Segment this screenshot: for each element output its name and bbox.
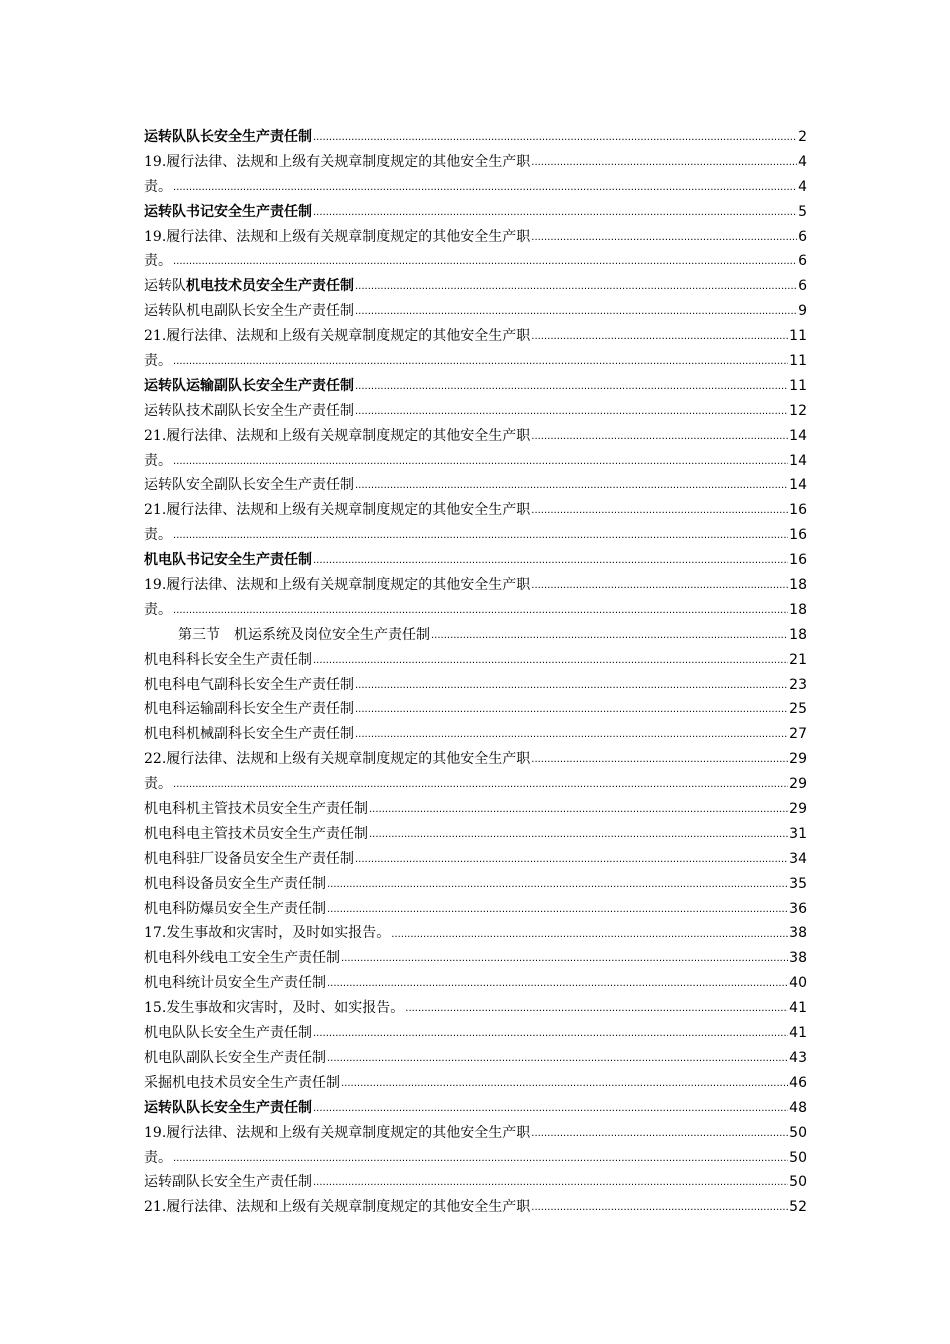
toc-entry[interactable] <box>144 1121 807 1146</box>
toc-entry-title: 责。 <box>144 353 172 369</box>
toc-entry-title: 21.履行法律、法规和上级有关规章制度规定的其他安全生产职 <box>144 328 531 345</box>
toc-page-number: 36 <box>789 900 807 917</box>
toc-entry[interactable] <box>144 249 807 274</box>
toc-page-number: 9 <box>798 303 807 320</box>
dot-leader <box>355 374 788 399</box>
dot-leader <box>173 449 788 474</box>
toc-entry-title: 机电科科长安全生产责任制 <box>144 651 312 668</box>
toc-page-number: 11 <box>789 353 807 369</box>
toc-entry-title: 19.履行法律、法规和上级有关规章制度规定的其他安全生产职 <box>144 1124 531 1141</box>
toc-page-number: 29 <box>789 751 807 768</box>
toc-page-number: 50 <box>789 1124 807 1141</box>
toc-page-number: 48 <box>789 1099 807 1116</box>
toc-entry-title: 运转队队长安全生产责任制 <box>144 1099 312 1116</box>
toc-entry-title: 机电科机械副科长安全生产责任制 <box>144 726 354 743</box>
dot-leader <box>531 1195 788 1220</box>
toc-page-number: 16 <box>789 527 807 544</box>
toc-page-number: 50 <box>789 1174 807 1191</box>
toc-page-number: 41 <box>789 1025 807 1042</box>
toc-entry[interactable] <box>144 200 807 225</box>
toc-entry-title: 责。 <box>144 776 172 793</box>
toc-entry[interactable] <box>144 125 807 150</box>
toc-entry[interactable] <box>144 772 807 797</box>
toc-entry-title: 机电科运输副科长安全生产责任制 <box>144 701 354 718</box>
toc-entry-title: 运转队运输副队长安全生产责任制 <box>144 377 354 394</box>
toc-page-number: 18 <box>789 577 807 594</box>
toc-page-number: 16 <box>789 552 807 569</box>
toc-entry[interactable] <box>144 225 807 250</box>
toc-entry[interactable] <box>144 897 807 922</box>
dot-leader <box>531 424 788 449</box>
toc-entry-title: 责。 <box>144 527 172 544</box>
dot-leader <box>173 772 788 797</box>
toc-entry-title: 机电队书记安全生产责任制 <box>144 552 312 569</box>
dot-leader <box>327 872 788 897</box>
toc-entry-title: 机电队副队长安全生产责任制 <box>144 1049 326 1066</box>
toc-page-number: 12 <box>789 402 807 419</box>
dot-leader <box>173 598 788 623</box>
toc-page-number: 11 <box>789 377 807 394</box>
toc-entry[interactable] <box>144 498 807 523</box>
toc-entry[interactable] <box>144 573 807 598</box>
toc-entry[interactable] <box>144 1195 807 1220</box>
toc-entry-title-bold: 机电技术员安全生产责任制 <box>186 278 354 295</box>
toc-entry-title: 运转队技术副队长安全生产责任制 <box>144 402 354 419</box>
toc-page-number: 23 <box>789 676 807 693</box>
toc-entry[interactable] <box>144 175 807 200</box>
toc-entry[interactable] <box>144 697 807 722</box>
toc-entry[interactable] <box>144 673 807 698</box>
toc-entry-title: 机电队队长安全生产责任制 <box>144 1025 312 1042</box>
toc-entry[interactable] <box>144 424 807 449</box>
toc-entry-title: 机电科机主管技术员安全生产责任制 <box>144 801 368 818</box>
toc-entry-title: 机电科设备员安全生产责任制 <box>144 875 326 892</box>
toc-entry[interactable] <box>144 274 807 299</box>
dot-leader <box>313 125 797 150</box>
table-of-contents <box>144 125 807 1220</box>
dot-leader <box>313 1170 788 1195</box>
toc-page-number: 31 <box>789 825 807 842</box>
dot-leader <box>173 249 797 274</box>
toc-page-number: 18 <box>789 626 807 643</box>
toc-entry[interactable] <box>144 1071 807 1096</box>
toc-page-number: 41 <box>789 1000 807 1017</box>
dot-leader <box>313 1021 788 1046</box>
toc-entry[interactable] <box>144 946 807 971</box>
dot-leader <box>173 1146 788 1171</box>
dot-leader <box>355 299 797 324</box>
toc-entry-title: 机电科驻厂设备员安全生产责任制 <box>144 850 354 867</box>
toc-page-number: 35 <box>789 875 807 892</box>
dot-leader <box>327 897 788 922</box>
dot-leader <box>355 697 788 722</box>
toc-page-number: 46 <box>789 1074 807 1091</box>
toc-entry-title: 21.履行法律、法规和上级有关规章制度规定的其他安全生产职 <box>144 502 531 519</box>
toc-entry-title: 15.发生事故和灾害时，及时、如实报告。 <box>144 1000 405 1017</box>
toc-entry-title: 机电科统计员安全生产责任制 <box>144 975 326 992</box>
toc-entry-title: 19.履行法律、法规和上级有关规章制度规定的其他安全生产职 <box>144 577 531 594</box>
dot-leader <box>327 1046 788 1071</box>
toc-page-number: 43 <box>789 1049 807 1066</box>
toc-entry-title: 19.履行法律、法规和上级有关规章制度规定的其他安全生产职 <box>144 153 531 170</box>
toc-entry[interactable] <box>144 1096 807 1121</box>
toc-page-number: 6 <box>798 253 807 270</box>
dot-leader <box>313 200 797 225</box>
dot-leader <box>173 523 788 548</box>
toc-page-number: 21 <box>789 651 807 668</box>
toc-page-number: 50 <box>789 1149 807 1166</box>
toc-entry-title: 21.履行法律、法规和上级有关规章制度规定的其他安全生产职 <box>144 1199 531 1216</box>
toc-entry-title-prefix: 运转队 <box>144 278 186 295</box>
dot-leader <box>173 175 797 200</box>
dot-leader <box>369 797 788 822</box>
toc-entry-title: 机电科电主管技术员安全生产责任制 <box>144 825 368 842</box>
toc-entry-title: 机电科防爆员安全生产责任制 <box>144 900 326 917</box>
toc-entry[interactable] <box>144 722 807 747</box>
dot-leader <box>531 225 797 250</box>
toc-entry-title: 责。 <box>144 253 172 270</box>
toc-entry-title: 机电科电气副科长安全生产责任制 <box>144 676 354 693</box>
dot-leader <box>341 946 788 971</box>
toc-entry[interactable] <box>144 1021 807 1046</box>
dot-leader <box>531 1121 788 1146</box>
toc-page-number: 11 <box>789 328 807 345</box>
dot-leader <box>355 673 788 698</box>
toc-entry-title: 运转队队长安全生产责任制 <box>144 128 312 145</box>
toc-page-number: 16 <box>789 502 807 519</box>
toc-entry[interactable] <box>144 922 807 947</box>
dot-leader <box>391 922 788 947</box>
toc-entry[interactable] <box>144 324 807 349</box>
dot-leader <box>431 623 788 648</box>
toc-entry-title: 采掘机电技术员安全生产责任制 <box>144 1074 340 1091</box>
toc-entry-title: 运转副队长安全生产责任制 <box>144 1174 312 1191</box>
toc-entry-title: 责。 <box>144 178 172 195</box>
toc-entry[interactable] <box>144 399 807 424</box>
toc-page-number: 4 <box>798 178 807 195</box>
dot-leader <box>341 1071 788 1096</box>
toc-page-number: 29 <box>789 776 807 793</box>
toc-page-number: 4 <box>798 153 807 170</box>
toc-page-number: 52 <box>789 1199 807 1216</box>
dot-leader <box>313 548 788 573</box>
toc-entry-title: 责。 <box>144 452 172 469</box>
toc-page-number: 14 <box>789 477 807 494</box>
toc-entry[interactable] <box>144 449 807 474</box>
toc-entry-title: 21.履行法律、法规和上级有关规章制度规定的其他安全生产职 <box>144 427 531 444</box>
toc-entry-title: 运转队书记安全生产责任制 <box>144 203 312 220</box>
toc-entry-title: 第三节 机运系统及岗位安全生产责任制 <box>178 626 430 643</box>
toc-entry[interactable] <box>144 822 807 847</box>
toc-entry[interactable] <box>144 150 807 175</box>
toc-entry-title: 17.发生事故和灾害时，及时如实报告。 <box>144 925 391 942</box>
toc-entry-title: 22.履行法律、法规和上级有关规章制度规定的其他安全生产职 <box>144 751 531 768</box>
dot-leader <box>531 150 797 175</box>
dot-leader <box>369 822 788 847</box>
dot-leader <box>531 498 788 523</box>
toc-entry-title: 运转队机电副队长安全生产责任制 <box>144 303 354 320</box>
toc-entry[interactable] <box>144 1170 807 1195</box>
toc-entry[interactable] <box>144 548 807 573</box>
toc-page-number: 25 <box>789 701 807 718</box>
dot-leader <box>355 722 788 747</box>
dot-leader <box>531 747 788 772</box>
toc-entry[interactable] <box>144 797 807 822</box>
toc-entry-title: 运转队安全副队长安全生产责任制 <box>144 477 354 494</box>
dot-leader <box>355 399 788 424</box>
toc-entry[interactable] <box>144 523 807 548</box>
toc-entry-title: 责。 <box>144 1149 172 1166</box>
toc-entry[interactable] <box>144 847 807 872</box>
toc-entry[interactable] <box>144 299 807 324</box>
dot-leader <box>531 324 788 349</box>
dot-leader <box>405 996 788 1021</box>
toc-entry-title: 机电科外线电工安全生产责任制 <box>144 950 340 967</box>
toc-entry[interactable] <box>144 1046 807 1071</box>
toc-page-number: 27 <box>789 726 807 743</box>
dot-leader <box>313 648 788 673</box>
toc-page-number: 38 <box>789 950 807 967</box>
toc-entry[interactable] <box>144 648 807 673</box>
toc-entry[interactable] <box>144 996 807 1021</box>
dot-leader <box>531 573 788 598</box>
toc-page-number: 29 <box>789 801 807 818</box>
toc-entry-title: 19.履行法律、法规和上级有关规章制度规定的其他安全生产职 <box>144 228 531 245</box>
dot-leader <box>173 349 788 374</box>
toc-entry[interactable] <box>144 623 807 648</box>
toc-page-number: 40 <box>789 975 807 992</box>
dot-leader <box>327 971 788 996</box>
toc-page-number: 5 <box>798 203 807 220</box>
toc-entry[interactable] <box>144 747 807 772</box>
toc-entry[interactable] <box>144 473 807 498</box>
toc-page-number: 2 <box>798 128 807 145</box>
dot-leader <box>313 1096 788 1121</box>
toc-page-number: 38 <box>789 925 807 942</box>
toc-entry[interactable] <box>144 872 807 897</box>
toc-entry[interactable] <box>144 349 807 374</box>
toc-page-number: 18 <box>789 601 807 618</box>
toc-entry[interactable] <box>144 1146 807 1171</box>
toc-page-number: 14 <box>789 427 807 444</box>
toc-entry[interactable] <box>144 374 807 399</box>
toc-entry-title <box>144 274 354 299</box>
dot-leader <box>355 473 788 498</box>
toc-page-number: 6 <box>798 228 807 245</box>
toc-page-number: 14 <box>789 452 807 469</box>
dot-leader <box>355 274 797 299</box>
toc-entry-title: 责。 <box>144 601 172 618</box>
dot-leader <box>355 847 788 872</box>
toc-entry[interactable] <box>144 598 807 623</box>
toc-page-number: 6 <box>798 278 807 295</box>
toc-entry[interactable] <box>144 971 807 996</box>
toc-page-number: 34 <box>789 850 807 867</box>
